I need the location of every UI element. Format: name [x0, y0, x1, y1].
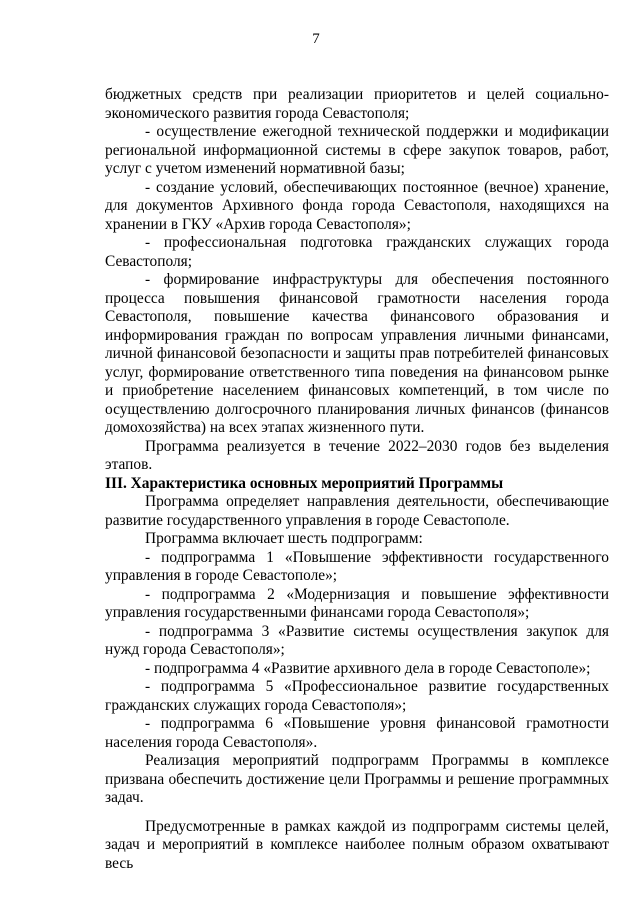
list-item: - подпрограмма 3 «Развитие системы осуществления закупок для нужд города Севастополя»;	[105, 622, 609, 658]
paragraph: - создание условий, обеспечивающих постоянное (вечное) хранение, для документов Архивного фонда города Севастополя, находящихся на хранении в ГКУ «Архив города Севастополя»;	[105, 178, 609, 233]
paragraph: - формирование инфраструктуры для обеспечения постоянного процесса повышения финансовой грамотности населения города Севастополя, повышение качества финансового образования и информирования граждан по вопросам управления личными финансами, личной финансовой безопасности и защиты прав потребителей финансовых услуг, формирование ответственного типа поведения на финансовом рынке и приобретение населением финансовых компетенций, в том числе по осуществлению долгосрочного планирования личных финансов (финансов домохозяйства) на всех этапах жизненного пути.	[105, 271, 609, 436]
paragraph: Реализация мероприятий подпрограмм Программы в комплексе призвана обеспечить достижение цели Программы и решение программных задач.	[105, 752, 609, 806]
paragraph: Программа реализуется в течение 2022–2030 годов без выделения этапов.	[105, 437, 609, 473]
section-heading: III. Характеристика основных мероприятий Программы	[105, 474, 504, 492]
paragraph: бюджетных средств при реализации приоритетов и целей социально-экономического развития города Севастополя;	[105, 86, 609, 122]
paragraph: Программа включает шесть подпрограмм:	[145, 530, 423, 547]
page-body	[105, 86, 609, 873]
list-item: - подпрограмма 5 «Профессиональное развитие государственных гражданских служащих города Севастополя»;	[105, 678, 609, 714]
paragraph: Программа определяет направления деятельности, обеспечивающие развитие государственного управления в городе Севастополе.	[105, 493, 609, 529]
list-item: - подпрограмма 1 «Повышение эффективности государственного управления в городе Севастополе»;	[105, 548, 609, 584]
paragraph: - осуществление ежегодной технической поддержки и модификации региональной информационной системы в сфере закупок товаров, работ, услуг с учетом изменений нормативной базы;	[105, 123, 609, 177]
list-item: - подпрограмма 4 «Развитие архивного дела в городе Севастополе»;	[145, 659, 591, 677]
list-item: - подпрограмма 6 «Повышение уровня финансовой грамотности населения города Севастополя».	[105, 715, 609, 751]
paragraph: Предусмотренные в рамках каждой из подпрограмм системы целей, задач и мероприятий в комплексе наиболее полным образом охватывают весь	[105, 817, 609, 872]
paragraph: - профессиональная подготовка гражданских служащих города Севастополя;	[105, 234, 609, 270]
page-number: 7	[312, 31, 320, 47]
list-item: - подпрограмма 2 «Модернизация и повышение эффективности управления государственными финансами города Севастополя»;	[105, 585, 609, 621]
